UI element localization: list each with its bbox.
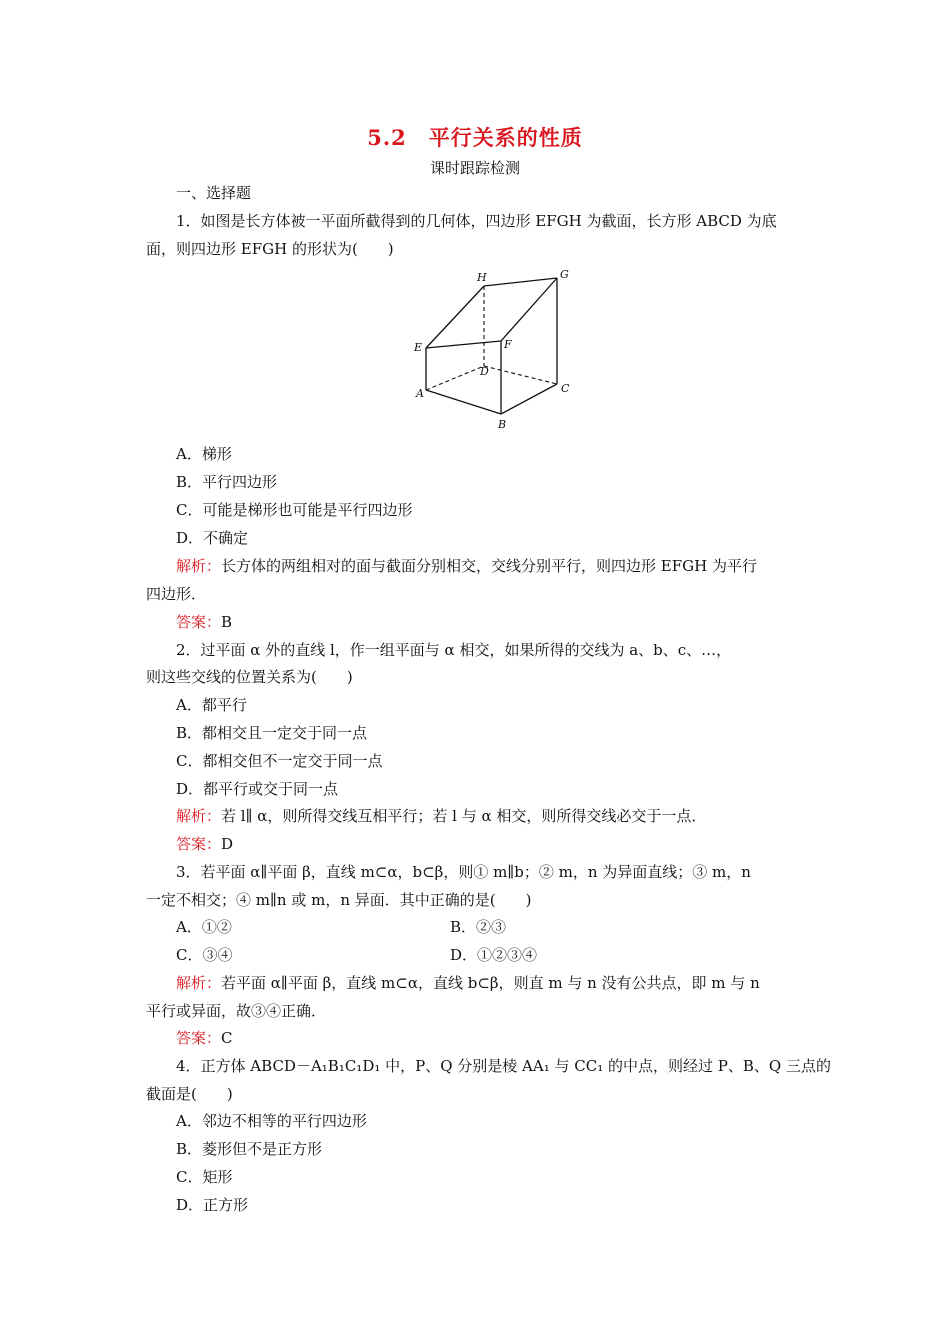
section-title: 平行关系的性质 (428, 125, 583, 150)
edge-EF (426, 341, 501, 348)
q1-stem-line2: 面，则四边形 EFGH 的形状为( ) (146, 240, 394, 258)
section-heading: 一、选择题 (176, 184, 252, 202)
q2-analysis-text: 若 l∥ α，则所得交线互相平行；若 l 与 α 相交，则所得交线必交于一点． (221, 807, 707, 825)
q1-option-b: B．平行四边形 (176, 473, 278, 491)
q3-analysis-line2: 平行或异面，故③④正确． (146, 1002, 327, 1020)
q2-option-b: B．都相交且一定交于同一点 (176, 724, 368, 742)
analysis-label: 解析： (176, 557, 222, 575)
q4-option-b: B．菱形但不是正方形 (176, 1140, 323, 1158)
edge-BC (501, 384, 557, 414)
edge-DC-hidden (484, 366, 557, 384)
analysis-label: 解析： (176, 974, 222, 992)
q3-option-d: D．①②③④ (450, 946, 538, 964)
q3-stem-line1: 3．若平面 α∥平面 β，直线 m⊂α，b⊂β，则① m∥b；② m，n 为异面直线；③ m，n (176, 863, 751, 881)
q1-answer (176, 612, 811, 632)
answer-label: 答案： (176, 835, 222, 853)
q4-stem-line2: 截面是( ) (146, 1085, 233, 1103)
label-H: H (477, 271, 487, 284)
page-title (0, 122, 950, 152)
q3-option-b: B．②③ (450, 918, 507, 936)
answer-label: 答案： (176, 1029, 222, 1047)
q1-stem-line1: 1．如图是长方体被一平面所截得到的几何体，四边形 EFGH 为截面，长方形 ABCD 为底 (176, 212, 777, 230)
q3-option-a: A．①② (176, 918, 232, 936)
geometry-figure (400, 264, 590, 434)
label-E: E (414, 341, 423, 354)
edge-HE (426, 286, 484, 348)
section-number: 5.2 (367, 125, 407, 150)
analysis-label: 解析： (176, 807, 222, 825)
label-G: G (560, 268, 569, 281)
q3-stem-line2: 一定不相交；④ m∥n 或 m，n 异面．其中正确的是( ) (146, 891, 532, 909)
label-A: A (416, 387, 424, 400)
q2-option-c: C．都相交但不一定交于同一点 (176, 752, 383, 770)
label-C: C (561, 382, 570, 395)
answer-label: 答案： (176, 613, 222, 631)
q1-analysis-line2: 四边形． (146, 585, 207, 603)
q4-option-d: D．正方形 (176, 1196, 249, 1214)
edge-AB (426, 390, 501, 414)
q3-analysis-line1 (176, 973, 811, 993)
label-B: B (498, 418, 507, 431)
q4-stem-line1: 4．正方体 ABCD－A₁B₁C₁D₁ 中，P、Q 分别是棱 AA₁ 与 CC₁ 的中点，则经过 P、B、Q 三点的 (176, 1057, 831, 1075)
q2-option-d: D．都平行或交于同一点 (176, 780, 339, 798)
q1-option-d: D．不确定 (176, 529, 249, 547)
edge-HG (484, 278, 557, 286)
q1-option-c: C．可能是梯形也可能是平行四边形 (176, 501, 413, 519)
q2-answer-value: D (221, 835, 234, 853)
q4-option-a: A．邻边不相等的平行四边形 (176, 1112, 367, 1130)
q3-answer (176, 1028, 811, 1048)
label-D: D (480, 365, 489, 378)
q2-answer (176, 834, 811, 854)
q3-answer-value: C (221, 1029, 233, 1047)
q2-option-a: A．都平行 (176, 696, 247, 714)
edge-AD-hidden (426, 366, 484, 390)
q3-analysis-text: 若平面 α∥平面 β，直线 m⊂α，直线 b⊂β，则直 m 与 n 没有公共点，即 m 与 n (221, 974, 760, 992)
q2-analysis-line1 (176, 806, 811, 826)
q1-answer-value: B (221, 613, 233, 631)
q2-stem-line1: 2．过平面 α 外的直线 l，作一组平面与 α 相交，如果所得的交线为 a、b、c、…， (176, 641, 732, 659)
label-F: F (504, 338, 512, 351)
q3-option-c: C．③④ (176, 946, 233, 964)
edge-GF (501, 278, 557, 341)
q1-analysis-line1 (176, 556, 811, 576)
q1-analysis-text: 长方体的两组相对的面与截面分别相交，交线分别平行，则四边形 EFGH 为平行 (221, 557, 757, 575)
q2-stem-line2: 则这些交线的位置关系为( ) (146, 668, 353, 686)
q4-option-c: C．矩形 (176, 1168, 233, 1186)
page-subtitle: 课时跟踪检测 (429, 159, 520, 177)
q1-option-a: A．梯形 (176, 445, 232, 463)
